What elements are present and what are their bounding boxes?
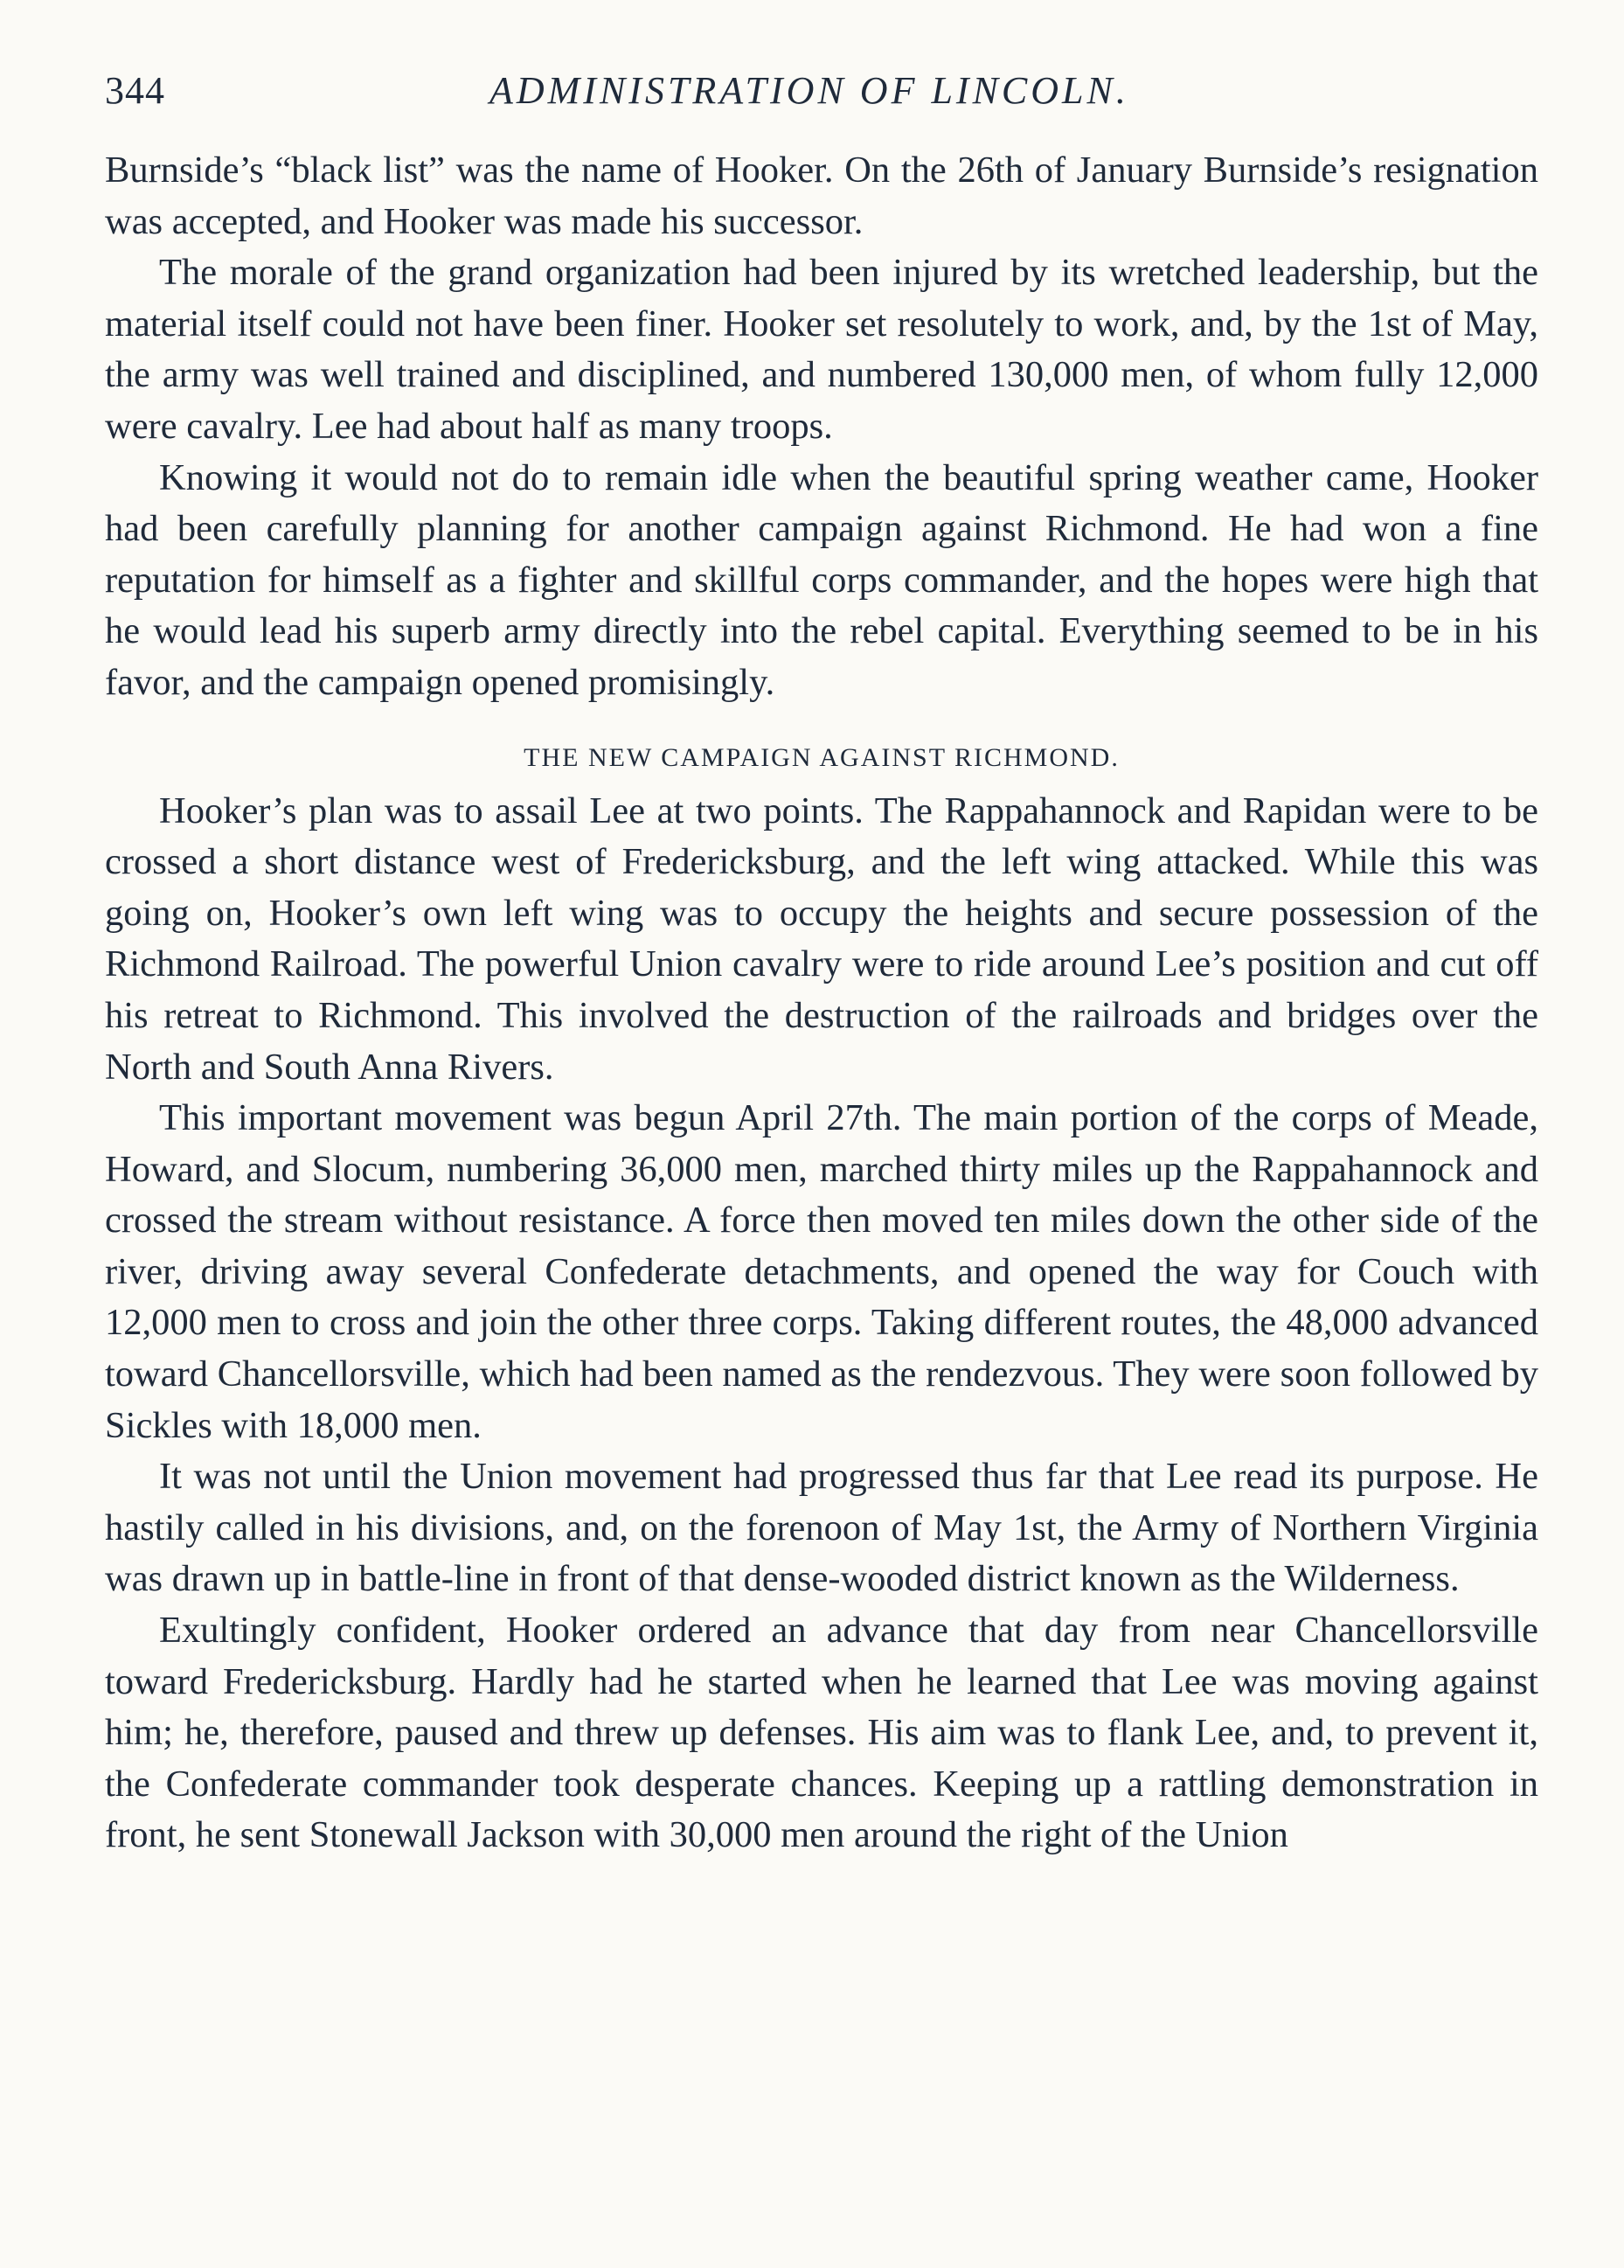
paragraph-6: It was not until the Union movement had progressed thus far that Lee read its purpose. He hastily called in his divisions, and, on the forenoon of May 1st, the Army of Northern Virginia was drawn up in battle-line in front of that dense-wooded district known as the Wilderness. — [105, 1456, 1538, 1600]
running-title: ADMINISTRATION OF LINCOLN. — [489, 69, 1129, 112]
paragraph-4: Hooker’s plan was to assail Lee at two points. The Rappahannock and Rapidan were to be crossed a short distance west of Fredericksburg, and the left wing attacked. While this was going on, Hooker’s own left wing was to occupy the heights and secure possession of the Richmond Railroad. The powerful Union cavalry were to ride around Lee’s position and cut off his retreat to Richmond. This involved the destruction of the railroads and bridges over the North and South Anna Rivers. — [105, 790, 1538, 1088]
paragraph-5: This important movement was begun April 27th. The main portion of the corps of Meade, Howard, and Slocum, numbering 36,000 men, marched thirty miles up the Rappahannock and crossed the stream without resistance. A force then moved ten miles down the other side of the river, driving away several Confederate detachments, and opened the way for Couch with 12,000 men to cross and join the other three corps. Taking different routes, the 48,000 advanced toward Chancellorsville, which had been named as the rendezvous. They were soon followed by Sickles with 18,000 men. — [105, 1097, 1538, 1446]
paragraph-1: Burnside’s “black list” was the name of Hooker. On the 26th of January Burnside’s resignation was accepted, and Hooker was made his successor. — [105, 150, 1538, 242]
running-head — [105, 68, 1538, 121]
page-number: 344 — [105, 69, 165, 112]
paragraph-7: Exultingly confident, Hooker ordered an advance that day from near Chancellorsville toward Fredericksburg. Hardly had he started when he learned that Lee was moving against him; he, therefore, paused and threw up defenses. His aim was to flank Lee, and, to prevent it, the Confederate commander took desperate chances. Keeping up a rattling demonstration in front, he sent Stonewall Jackson with 30,000 men around the right of the Union — [105, 1610, 1538, 1856]
body-text — [105, 145, 1538, 1861]
section-heading: THE NEW CAMPAIGN AGAINST RICHMOND. — [524, 742, 1120, 772]
paragraph-2: The morale of the grand organization had been injured by its wretched leadership, but the material itself could not have been finer. Hooker set resolutely to work, and, by the 1st of May, the army was well trained and disciplined, and numbered 130,000 men, of whom fully 12,000 were cavalry. Lee had about half as many troops. — [105, 252, 1538, 447]
paragraph-3: Knowing it would not do to remain idle when the beautiful spring weather came, Hooker had been carefully planning for another campaign against Richmond. He had won a fine reputation for himself as a fighter and skillful corps commander, and the hopes were high that he would lead his superb army directly into the rebel capital. Everything seemed to be in his favor, and the campaign opened promisingly. — [105, 456, 1538, 703]
